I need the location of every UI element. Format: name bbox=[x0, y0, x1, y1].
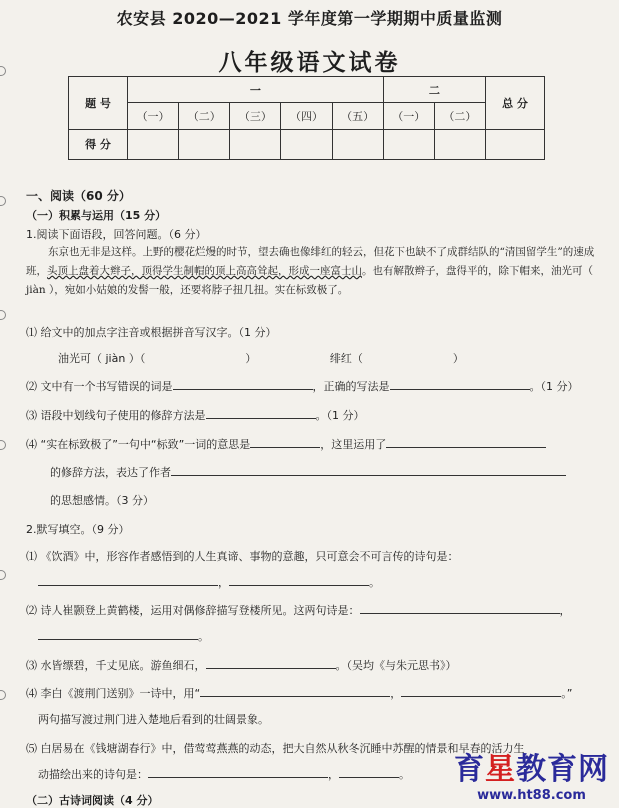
q1-sub2: ⑵ 文中有一个书写错误的词是 ，正确的写法是 。（1 分） bbox=[26, 380, 579, 393]
score-cell bbox=[332, 129, 383, 159]
answer-blank[interactable] bbox=[148, 777, 328, 778]
answer-blank[interactable] bbox=[38, 585, 218, 586]
answer-blank[interactable] bbox=[206, 668, 336, 669]
score-cell bbox=[486, 129, 545, 159]
q1-sub4: ⑷ “实在标致极了”一句中“标致”一词的意思是 ，这里运用了 bbox=[26, 436, 546, 452]
subsection-heading: （二）古诗词阅读（4 分） bbox=[26, 794, 159, 807]
answer-blank[interactable] bbox=[173, 389, 313, 390]
col-header: （五） bbox=[332, 103, 383, 129]
answer-blank[interactable] bbox=[360, 613, 560, 614]
binding-hole bbox=[0, 570, 6, 580]
binding-hole bbox=[0, 310, 6, 320]
score-cell bbox=[230, 129, 281, 159]
underlined-sentence: 头顶上盘着大辫子，顶得学生制帽的顶上高高耸起，形成一座富士山 bbox=[47, 265, 362, 277]
answer-blank[interactable] bbox=[200, 696, 390, 697]
score-cell bbox=[128, 129, 179, 159]
answer-blank[interactable] bbox=[401, 696, 561, 697]
q2-sub2-cont: 。 bbox=[38, 628, 209, 644]
answer-blank[interactable] bbox=[386, 447, 546, 448]
q2-sub3: ⑶ 水皆缥碧，千丈见底。游鱼细石， 。（吴均《与朱元思书》） bbox=[26, 659, 457, 672]
row-label-score: 得 分 bbox=[69, 129, 128, 159]
passage-text: 东京也无非是这样。上野的樱花烂熳的时节，望去确也像绯红的轻云，但花下也缺不了成群结队的“清国留学生”的速成班， bbox=[26, 246, 595, 277]
q1-sub1: ⑴ 给文中的加点字注音或根据拼音写汉字。（1 分） bbox=[26, 326, 277, 339]
exam-title: 农安县 2020—2021 学年度第一学期期中质量监测 bbox=[116, 9, 503, 28]
q2-sub2: ⑵ 诗人崔颢登上黄鹤楼，运用对偶修辞描写登楼所见。这两句诗是： ， bbox=[26, 604, 571, 617]
q2-sub4: ⑷ 李白《渡荆门送别》一诗中，用“ ， 。” bbox=[26, 687, 573, 700]
score-cell bbox=[179, 129, 230, 159]
exam-subtitle: 八年级语文试卷 bbox=[218, 50, 401, 76]
site-watermark bbox=[454, 744, 609, 803]
group-two: 二 bbox=[383, 77, 485, 103]
watermark-logo: 育星教育网 bbox=[454, 752, 609, 787]
row-label-question: 题 号 bbox=[69, 77, 128, 130]
col-header: （三） bbox=[230, 103, 281, 129]
answer-blank[interactable] bbox=[390, 389, 530, 390]
col-header: （一） bbox=[383, 103, 434, 129]
group-one: 一 bbox=[128, 77, 384, 103]
question-2-intro: 2.默写填空。（9 分） bbox=[26, 523, 130, 536]
q1-sub4-end: 的思想感情。（3 分） bbox=[50, 494, 154, 507]
score-cell bbox=[281, 129, 332, 159]
reading-passage bbox=[26, 243, 596, 300]
binding-hole bbox=[0, 196, 6, 206]
q1-sub3: ⑶ 语段中划线句子使用的修辞方法是 。（1 分） bbox=[26, 409, 365, 422]
watermark-url: www.ht88.com bbox=[477, 788, 586, 803]
q2-sub1-answer: ， 。 bbox=[38, 574, 380, 590]
col-header: （四） bbox=[281, 103, 332, 129]
answer-blank[interactable] bbox=[171, 475, 566, 476]
answer-blank[interactable] bbox=[206, 418, 316, 419]
binding-hole bbox=[0, 690, 6, 700]
answer-blank[interactable] bbox=[229, 585, 369, 586]
section-heading: 一、阅读（60 分） bbox=[26, 189, 131, 203]
answer-blank[interactable] bbox=[38, 639, 198, 640]
answer-blank[interactable] bbox=[339, 777, 399, 778]
subsection-heading: （一）积累与运用（15 分） bbox=[26, 209, 167, 222]
q2-sub4-cont: 两句描写渡过荆门进入楚地后看到的壮阔景象。 bbox=[38, 713, 269, 726]
q2-sub5: ⑸ 白居易在《钱塘湖春行》中，借莺莺燕燕的动态，把大自然从秋冬沉睡中苏醒的情景和早春的活力生 bbox=[26, 742, 525, 755]
q1-sub4-cont: 的修辞方法，表达了作者 bbox=[50, 464, 566, 480]
col-header: （一） bbox=[128, 103, 179, 129]
q1-sub1-answer: 油光可（ jiàn ）（ ） 绯红（ ） bbox=[58, 352, 464, 365]
col-header: （二） bbox=[179, 103, 230, 129]
score-cell bbox=[434, 129, 485, 159]
col-header: （二） bbox=[434, 103, 485, 129]
score-cell bbox=[383, 129, 434, 159]
binding-hole bbox=[0, 440, 6, 450]
question-1-intro: 1.阅读下面语段，回答问题。（6 分） bbox=[26, 228, 207, 241]
q2-sub5-cont: 动描绘出来的诗句是： ， 。 bbox=[38, 768, 410, 781]
answer-blank[interactable] bbox=[250, 447, 320, 448]
total-score-label: 总 分 bbox=[486, 77, 545, 130]
q2-sub1: ⑴ 《饮酒》中，形容作者感悟到的人生真谛、事物的意趣，只可意会不可言传的诗句是： bbox=[26, 550, 459, 563]
score-table bbox=[68, 76, 545, 160]
passage-text: 。也有解散辫子，盘得平的，除下帽来，油光可（ jiàn ），宛如小姑娘的发髻一般，还要将脖子扭几扭。实在标致极了。 bbox=[26, 265, 593, 296]
